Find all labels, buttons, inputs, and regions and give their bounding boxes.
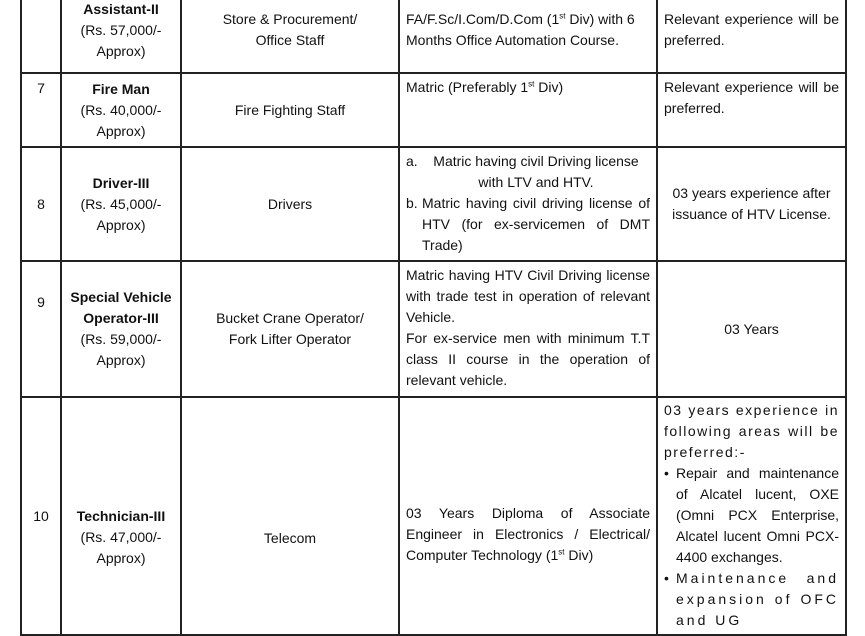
- experience: 03 Years: [724, 320, 779, 337]
- category-cell: [181, 147, 399, 261]
- experience-item-text: Maintenance and expansion of OFC and UG: [676, 570, 839, 628]
- qualification-text: [406, 79, 563, 95]
- serial-number-cell: [21, 0, 61, 73]
- salary: (Rs. 45,000/-: [80, 195, 162, 212]
- qualification-text: For ex-service men with minimum T.T class II course in the operation of relevant vehicle.: [406, 330, 650, 388]
- serial-number-cell: [21, 147, 61, 261]
- qualification-part: Div) with 6 Months Office Automation Course.: [406, 11, 635, 48]
- qualification-part: Matric (Preferably 1: [406, 79, 529, 95]
- qualification-cell: [399, 261, 657, 397]
- experience: Relevant experience will be preferred.: [664, 79, 839, 116]
- category-cell: [181, 73, 399, 147]
- table-row: [21, 73, 846, 147]
- salary: (Rs. 57,000/-: [80, 21, 162, 38]
- category: Telecom: [263, 530, 317, 546]
- salary-approx: Approx): [96, 122, 146, 139]
- qualification-text: [406, 505, 650, 563]
- category-cell: [181, 397, 399, 635]
- serial-number-cell: [21, 73, 61, 147]
- bullet-marker: •: [664, 570, 669, 586]
- serial-number: 9: [37, 294, 45, 310]
- table-row: [21, 147, 846, 261]
- experience-cell: [657, 397, 846, 635]
- qualification-cell: [399, 0, 657, 73]
- salary-approx: Approx): [96, 550, 146, 566]
- table-row: [21, 0, 846, 73]
- qualification-text: Matric having civil driving license of HTV (for ex-servicemen of DMT Trade): [422, 195, 650, 253]
- experience-cell: [657, 261, 846, 397]
- qualification-cell: [399, 397, 657, 635]
- qualification-part: Div): [534, 79, 564, 95]
- category: Drivers: [267, 195, 313, 212]
- post-cell: [61, 147, 181, 261]
- recruitment-table: [20, 0, 847, 636]
- salary: (Rs. 40,000/-: [80, 101, 162, 118]
- qualification-sup: st: [558, 547, 565, 557]
- post-cell: [61, 0, 181, 73]
- experience-item: [664, 568, 839, 631]
- post-cell: [61, 73, 181, 147]
- experience: Relevant experience will be preferred.: [664, 11, 839, 48]
- experience-item-text: Repair and maintenance of Alcatel lucent, OXE (Omni PCX Enterprise, Alcatel lucent Omni PCX-4400 exchanges.: [676, 465, 839, 565]
- post-title: Driver-III: [92, 174, 150, 191]
- post-cell: [61, 261, 181, 397]
- item-marker: a.: [406, 153, 418, 169]
- category: Store & Procurement/ Office Staff: [222, 11, 358, 48]
- qualification-cell: [399, 147, 657, 261]
- qualification-item: [406, 193, 650, 256]
- qualification-cell: [399, 73, 657, 147]
- serial-number: 8: [37, 195, 45, 212]
- experience-item: [664, 463, 839, 568]
- qualification-part: Div): [564, 547, 594, 563]
- serial-number-cell: [21, 397, 61, 635]
- qualification-item: [406, 151, 650, 193]
- salary: (Rs. 47,000/-: [80, 529, 162, 545]
- experience: 03 years experience after issuance of HTV License.: [672, 185, 831, 222]
- table-row: [21, 261, 846, 397]
- experience-cell: [657, 73, 846, 147]
- qualification-text: Matric having HTV Civil Driving license with trade test in operation of relevant Vehicle.: [406, 267, 650, 325]
- qualification-part: FA/F.Sc/I.Com/D.Com (1: [406, 11, 560, 27]
- category: Bucket Crane Operator/ Fork Lifter Operator: [216, 310, 364, 347]
- item-marker: b.: [406, 195, 418, 211]
- salary-approx: Approx): [96, 42, 146, 59]
- bullet-marker: •: [664, 465, 669, 481]
- category-cell: [181, 261, 399, 397]
- serial-number: 7: [37, 80, 45, 96]
- experience-cell: [657, 0, 846, 73]
- post-cell: [61, 397, 181, 635]
- post-title: Fire Man: [92, 80, 150, 97]
- experience-cell: [657, 147, 846, 261]
- qualification-sup: st: [528, 79, 535, 89]
- qualification-text: Matric having civil Driving license with LTV and HTV.: [433, 153, 639, 190]
- qualification-sup: st: [559, 11, 566, 21]
- serial-number: 10: [33, 508, 49, 524]
- category: Fire Fighting Staff: [234, 101, 346, 118]
- serial-number-cell: [21, 261, 61, 397]
- post-title: Technician-III: [76, 508, 166, 524]
- salary: (Rs. 59,000/-: [80, 331, 162, 347]
- salary-approx: Approx): [96, 216, 146, 233]
- table-row: [21, 397, 846, 635]
- post-title: Assistant-II: [83, 0, 159, 17]
- qualification-part: 03 Years Diploma of Associate Engineer in Electronics / Electrical/ Computer Technology (1: [406, 505, 650, 563]
- experience-intro: 03 years experience in following areas will be preferred:-: [664, 402, 839, 460]
- category-cell: [181, 0, 399, 73]
- post-title: Special Vehicle Operator-III: [70, 289, 172, 326]
- salary-approx: Approx): [96, 352, 146, 368]
- qualification-text: [406, 11, 635, 48]
